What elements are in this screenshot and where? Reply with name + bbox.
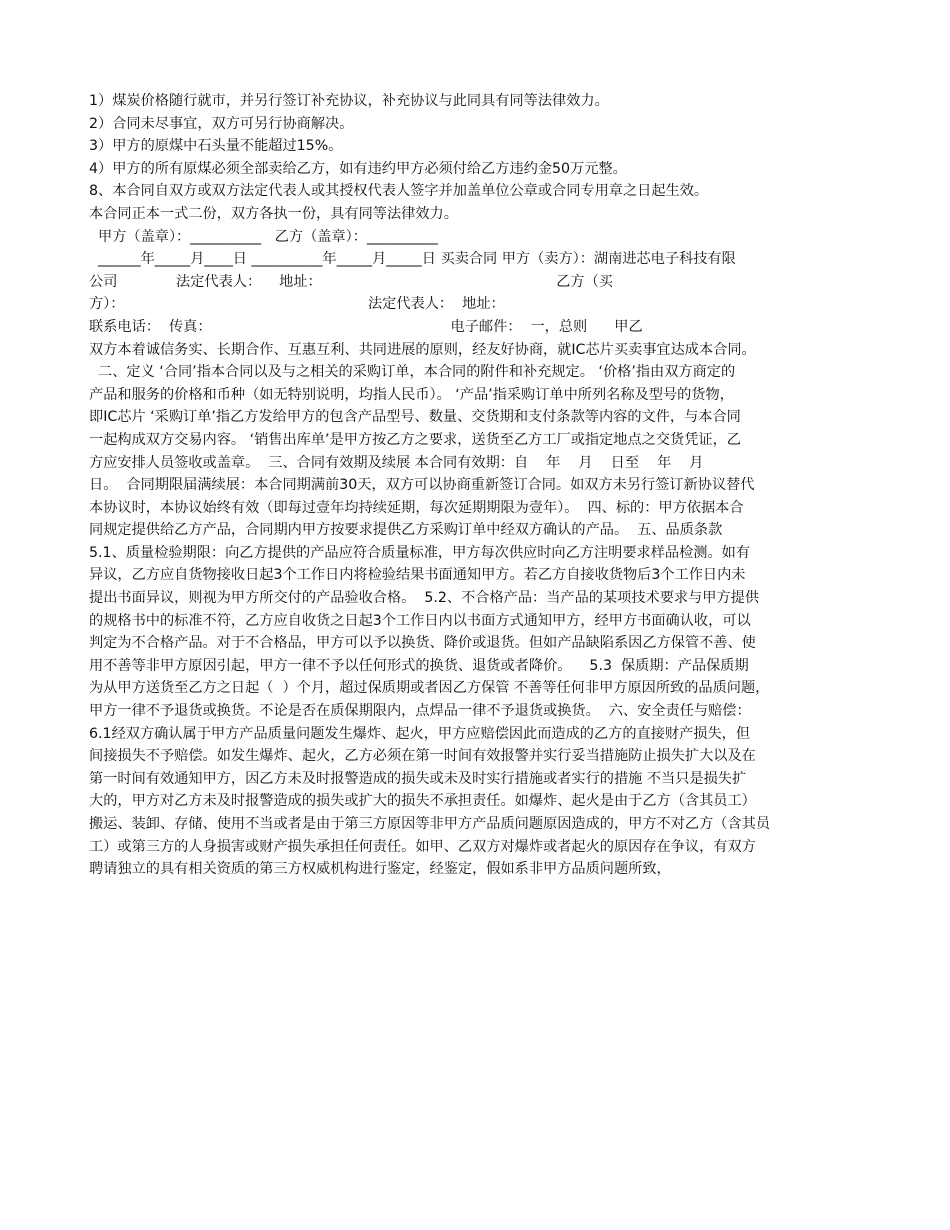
text-line: 提出书面异议，则视为甲方所交付的产品验收合格。 5.2、不合格产品：当产品的某项技术要求与甲方提供 (89, 590, 760, 607)
text-line: 本协议时，本协议始终有效（即每过壹年均持续延期，每次延期期限为壹年）。 四、标的：甲方依据本合 (89, 499, 744, 516)
text-line: 双方本着诚信务实、长期合作、互惠互利、共同进展的原则，经友好协商，就IC芯片买卖事宜达成本合同。 (89, 341, 756, 358)
text-line: 工）或第三方的人身损害或财产损失承担任何责任。如甲、乙双方对爆炸或者起火的原因存在争议，有双方 (89, 838, 756, 855)
text-line: 同规定提供给乙方产品，合同期内甲方按要求提供乙方采购订单中经双方确认的产品。 五、品质条款 (89, 522, 723, 539)
text-line: 第一时间有效通知甲方，因乙方未及时报警造成的损失或未及时实行措施或者实行的措施 不当只是损失扩 (89, 770, 747, 787)
text-line: 一起构成双方交易内容。 ‘销售出库单’是甲方按乙方之要求，送货至乙方工厂或指定地点之交货凭证，乙 (89, 431, 741, 448)
text-line: 为从甲方送货至乙方之日起（ ）个月，超过保质期或者因乙方保管 不善等任何非甲方原因所致的品质问题， (89, 680, 770, 697)
signature-line: 甲方（盖章）：__________ 乙方（盖章）：__________ (89, 228, 438, 245)
text-line: 聘请独立的具有相关资质的第三方权威机构进行鉴定，经鉴定，假如系非甲方品质问题所致， (89, 861, 671, 878)
text-line: 公司 法定代表人： 地址： 乙方（买 (89, 273, 613, 290)
text-line: 5.1、质量检验期限：向乙方提供的产品应符合质量标准，甲方每次供应时向乙方注明要求样品检测。如有 (89, 544, 751, 561)
text-line: 方应安排人员签收或盖章。 三、合同有效期及续展 本合同有效期：自 年 月 日至 年 月 (89, 454, 704, 471)
text-line: 用不善等非甲方原因引起，甲方一律不予以任何形式的换货、退货或者降价。 5.3 保质期：产品保质期 (89, 657, 749, 674)
text-line: 即IC芯片 ‘采购订单’指乙方发给甲方的包含产品型号、数量、交货期和支付条款等内容的文件，与本合同 (89, 409, 741, 426)
text-line: 方）： 法定代表人： 地址： (89, 296, 505, 313)
text-line: 产品和服务的价格和币种（如无特别说明，均指人民币）。 ‘产品’指采购订单中所列名称及型号的货物， (89, 386, 734, 403)
text-line: 甲方一律不予退货或换货。不论是否在质保期限内，点焊品一律不予退货或换货。 六、安全责任与赔偿： (89, 703, 751, 720)
text-line: 的规格书中的标准不符，乙方应自收货之日起3个工作日内以书面方式通知甲方，经甲方书面确认收，可以 (89, 612, 751, 629)
text-line: 间接损失不予赔偿。如发生爆炸、起火，乙方必须在第一时间有效报警并实行妥当措施防止损失扩大以及在 (89, 748, 756, 765)
text-line: 本合同正本一式二份，双方各执一份，具有同等法律效力。 (89, 205, 458, 222)
text-line: 联系电话： 传真： 电子邮件： 一，总则 甲乙 (89, 318, 643, 335)
text-line: 判定为不合格产品。对于不合格品，甲方可以予以换货、降价或退货。但如产品缺陷系因乙方保管不善、使 (89, 635, 756, 652)
text-line: 3）甲方的原煤中石头量不能超过15%。 (89, 138, 343, 155)
contract-page (89, 90, 869, 881)
text-line: 2）合同未尽事宜，双方可另行协商解决。 (89, 115, 354, 132)
text-line: 异议，乙方应自货物接收日起3个工作日内将检验结果书面通知甲方。若乙方自接收货物后3个工作日内未 (89, 567, 746, 584)
text-line: 8、本合同自双方或双方法定代表人或其授权代表人签字并加盖单位公章或合同专用章之日起生效。 (89, 183, 709, 200)
text-line: 二、定义 ‘合同’指本合同以及与之相关的采购订单，本合同的附件和补充规定。 ‘价格’指由双方商定的 (89, 364, 736, 381)
text-line: 大的，甲方对乙方未及时报警造成的损失或扩大的损失不承担责任。如爆炸、起火是由于乙方（含其员工） (89, 793, 756, 810)
text-line: 6.1经双方确认属于甲方产品质量问题发生爆炸、起火，甲方应赔偿因此而造成的乙方的直接财产损失，但 (89, 725, 751, 742)
text-line: ______年_____月____日 __________年_____月_____日 买卖合同 甲方（卖方）：湖南进芯电子科技有限 (89, 251, 736, 268)
text-line: 搬运、装卸、存储、使用不当或者是由于第三方原因等非甲方产品质问题原因造成的，甲方不对乙方（含其员 (89, 816, 771, 832)
text-line: 4）甲方的所有原煤必须全部卖给乙方，如有违约甲方必须付给乙方违约金50万元整。 (89, 160, 627, 177)
text-line: 1）煤炭价格随行就市，并另行签订补充协议，补充协议与此同具有同等法律效力。 (89, 93, 609, 109)
text-line: 日。 合同期限届满续展：本合同期满前30天，双方可以协商重新签订合同。如双方未另行签订新协议替代 (89, 477, 755, 494)
